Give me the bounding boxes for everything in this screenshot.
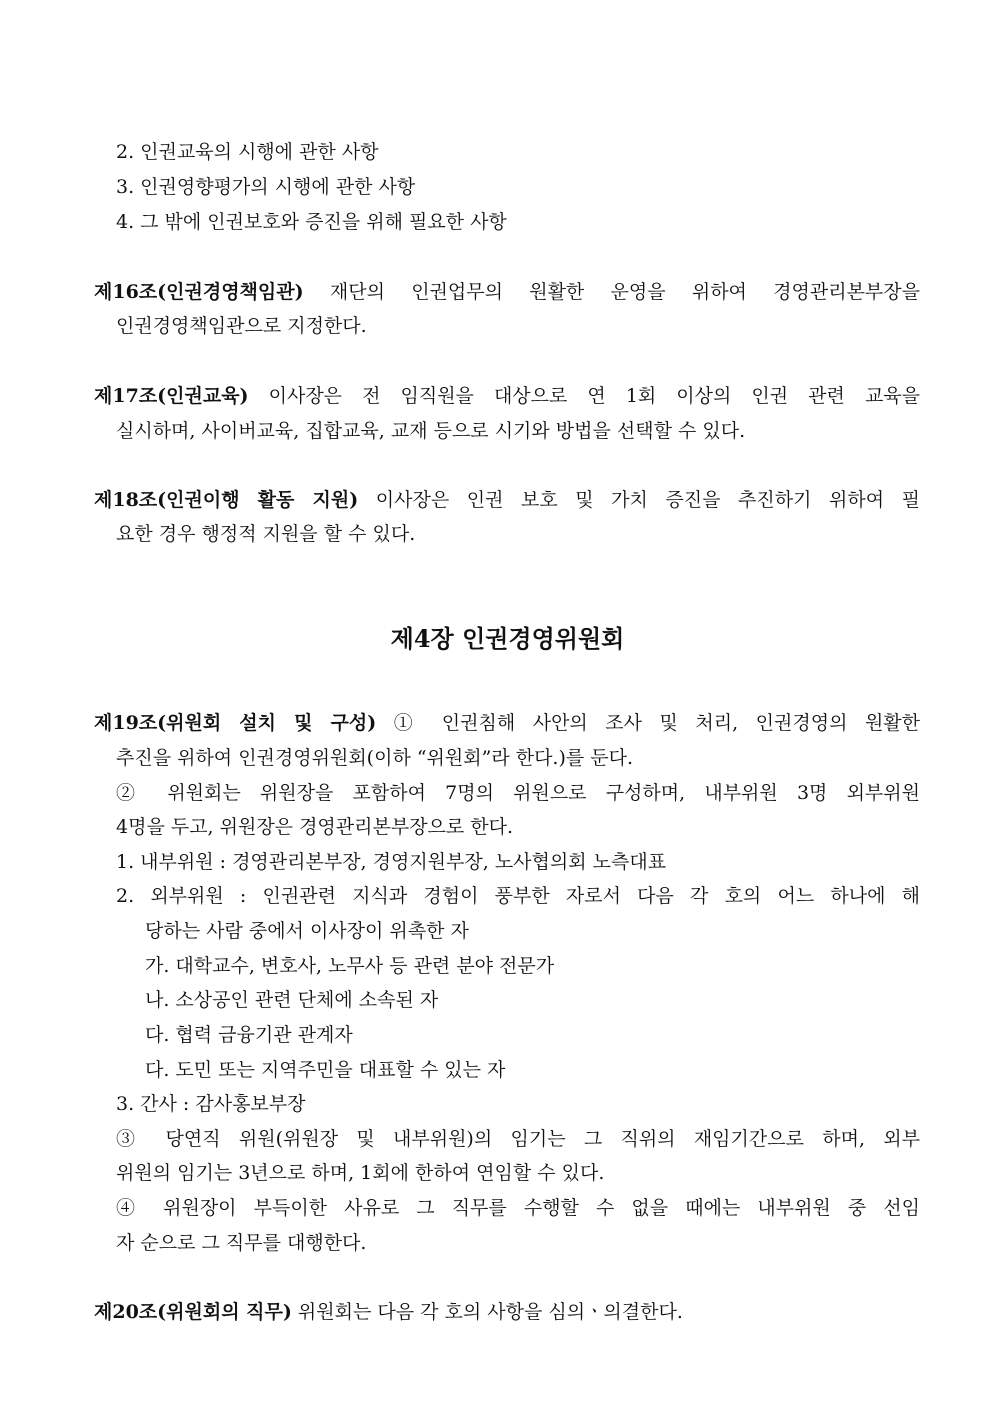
article-19-text: ① 인권침해 사안의 조사 및 처리, 인권경영의 원활한 [393, 712, 921, 734]
article-16-text: 재단의 인권업무의 원활한 운영을 위하여 경영관리본부장을 [329, 281, 920, 303]
list-item-external-members: 2. 외부위원 : 인권관련 지식과 경험이 풍부한 자로서 다음 각 호의 어느 하나에 해 [116, 885, 920, 907]
sub-list-item: 가. 대학교수, 변호사, 노무사 등 관련 분야 전문가 [145, 955, 555, 977]
list-item: 4. 그 밖에 인권보호와 증진을 위해 필요한 사항 [116, 211, 507, 233]
article-17-text-continued: 실시하며, 사이버교육, 집합교육, 교재 등으로 시기와 방법을 선택할 수 있다. [116, 420, 746, 442]
article-18 [94, 488, 920, 512]
sub-list-item: 다. 협력 금융기관 관계자 [145, 1024, 353, 1046]
article-17-title: 제17조(인권교육) [94, 385, 249, 407]
list-item: 3. 인권영향평가의 시행에 관한 사항 [116, 176, 416, 198]
list-item: 2. 인권교육의 시행에 관한 사항 [116, 141, 379, 163]
article-20 [94, 1300, 683, 1324]
article-17 [94, 384, 920, 408]
list-item-internal-members: 1. 내부위원 : 경영관리본부장, 경영지원부장, 노사협의회 노측대표 [116, 851, 667, 873]
list-item-secretary: 3. 간사 : 감사홍보부장 [116, 1093, 306, 1115]
list-item-external-members-continued: 당하는 사람 중에서 이사장이 위촉한 자 [145, 920, 469, 942]
article-19 [94, 711, 920, 735]
sub-list-item: 다. 도민 또는 지역주민을 대표할 수 있는 자 [145, 1059, 506, 1081]
article-19-title: 제19조(위원회 설치 및 구성) [94, 712, 377, 734]
article-19-paragraph-4: ④ 위원장이 부득이한 사유로 그 직무를 수행할 수 없을 때에는 내부위원 중 선임 [116, 1197, 920, 1219]
chapter-heading: 제4장 인권경영위원회 [390, 624, 625, 653]
article-16-text-continued: 인권경영책임관으로 지정한다. [116, 315, 367, 337]
article-20-title: 제20조(위원회의 직무) [94, 1301, 292, 1323]
sub-list-item: 나. 소상공인 관련 단체에 소속된 자 [145, 989, 439, 1011]
article-16 [94, 280, 920, 304]
article-20-text: 위원회는 다음 각 호의 사항을 심의ㆍ의결한다. [297, 1301, 683, 1323]
article-19-paragraph-4-continued: 자 순으로 그 직무를 대행한다. [116, 1232, 367, 1254]
article-18-text: 이사장은 인권 보호 및 가치 증진을 추진하기 위하여 필 [375, 489, 920, 511]
article-19-paragraph-2: ② 위원회는 위원장을 포함하여 7명의 위원으로 구성하며, 내부위원 3명 외부위원 [116, 782, 920, 804]
article-19-paragraph-2-continued: 4명을 두고, 위원장은 경영관리본부장으로 한다. [116, 816, 514, 838]
article-19-text-continued: 추진을 위하여 인권경영위원회(이하 “위원회”라 한다.)를 둔다. [116, 747, 634, 769]
article-18-text-continued: 요한 경우 행정적 지원을 할 수 있다. [116, 523, 416, 545]
article-18-title: 제18조(인권이행 활동 지원) [94, 489, 359, 511]
article-19-paragraph-3-continued: 위원의 임기는 3년으로 하며, 1회에 한하여 연임할 수 있다. [116, 1162, 605, 1184]
article-16-title: 제16조(인권경영책임관) [94, 281, 304, 303]
article-19-paragraph-3: ③ 당연직 위원(위원장 및 내부위원)의 임기는 그 직위의 재임기간으로 하며, 외부 [116, 1128, 920, 1150]
article-17-text: 이사장은 전 임직원을 대상으로 연 1회 이상의 인권 관련 교육을 [268, 385, 921, 407]
